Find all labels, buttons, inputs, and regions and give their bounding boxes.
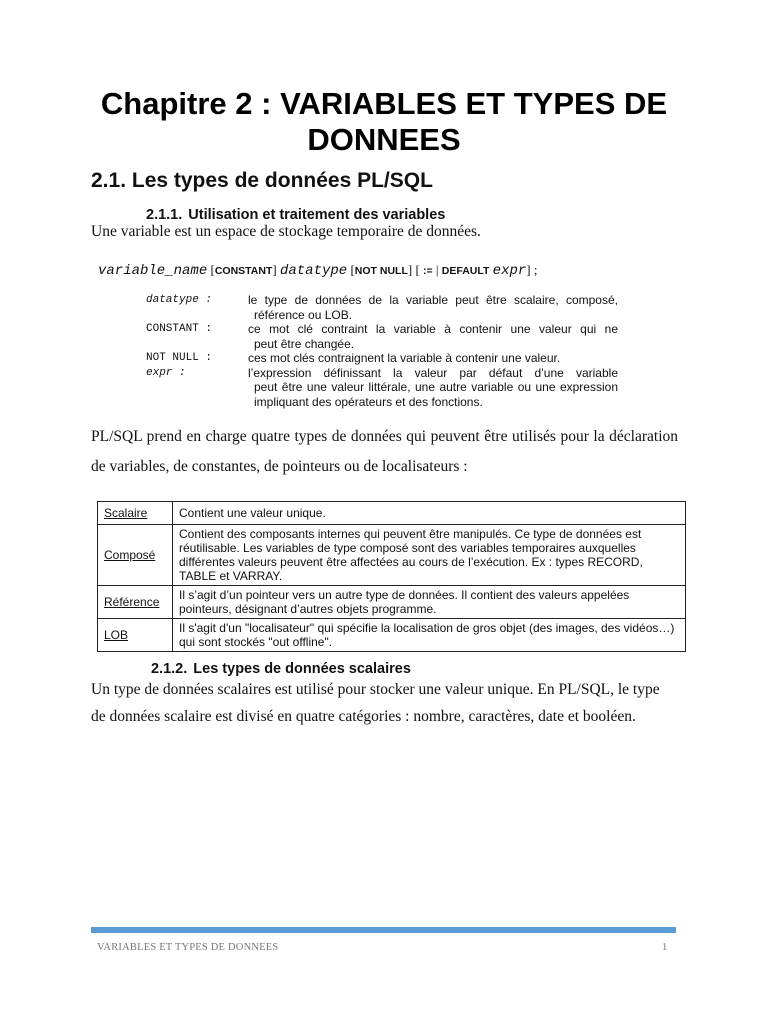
definition-continuation: référence ou LOB. [254, 307, 353, 322]
type-name: Référence [98, 586, 173, 619]
syntax-line: variable_name [CONSTANT] datatype [NOT NULL] [ := | DEFAULT expr] ; [98, 262, 538, 279]
section-title: Utilisation et traitement des variables [188, 207, 446, 223]
section-number: 2.1.2. [151, 661, 188, 677]
footer-rule [91, 927, 676, 933]
type-description: Contient des composants internes qui peuvent être manipulés. Ce type de données est réutilisable. Les variables de type composé sont des variables temporaires auxquelles différentes valeurs peuvent être affectées au cours de l’exécution. Ex : types RECORD, TABLE et VARRAY. [173, 525, 686, 586]
scalar-paragraph: Un type de données scalaires est utilisé pour stocker une valeur unique. En PL/SQL, le type de données scalaire est divisé en quatre catégories : nombre, caractères, date et booléen. [91, 681, 660, 725]
definition-line: l’expression définissant la valeur par défaut d’une variable [248, 365, 618, 380]
definition-item [146, 293, 618, 322]
data-types-table [97, 501, 686, 652]
syntax-expr: expr [492, 263, 527, 279]
title-line-1: Chapitre 2 : VARIABLES ET TYPES DE [100, 86, 668, 121]
definition-continuation: peut être changée. [254, 336, 355, 351]
type-description: Il s'agit d'un "localisateur" qui spécifie la localisation de gros objet (des images, des vidéos…) qui sont stockés "out offline". [173, 619, 686, 652]
section-heading-2-1-1 [146, 206, 445, 224]
syntax-end: ; [533, 262, 538, 277]
section-heading-2-1: 2.1. Les types de données PL/SQL [91, 169, 433, 192]
title-line-2: DONNEES [307, 122, 461, 157]
type-name: Scalaire [98, 502, 173, 525]
definition-term: datatype : [146, 294, 213, 306]
syntax-constant: CONSTANT [214, 265, 273, 277]
table-row [98, 525, 686, 586]
syntax-pipe: | [435, 262, 439, 277]
syntax-variable-name: variable_name [98, 263, 208, 279]
definition-text [248, 322, 618, 351]
definition-item [146, 366, 618, 410]
definition-continuation: peut être une valeur littérale, une autre variable ou une expression impliquant des opérateurs et des fonctions. [254, 380, 618, 409]
footer-title: VARIABLES ET TYPES DE DONNEES [97, 942, 279, 953]
definition-line: le type de données de la variable peut être scalaire, composé, [248, 293, 618, 307]
definition-term: expr : [146, 366, 186, 379]
type-description: Contient une valeur unique. [173, 502, 686, 525]
intro-paragraph: Une variable est un espace de stockage temporaire de données. [91, 223, 481, 240]
syntax-not-null: NOT NULL [354, 265, 408, 277]
definition-line: ce mot clé contraint la variable à contenir une valeur qui ne [248, 322, 618, 336]
type-name: Composé [98, 525, 173, 586]
table-row [98, 619, 686, 652]
definition-text [248, 366, 618, 410]
page-number: 1 [662, 942, 668, 953]
definition-term: CONSTANT : [146, 323, 213, 335]
table-row [98, 586, 686, 619]
page-title [60, 86, 708, 158]
definition-item [146, 351, 618, 366]
syntax-datatype: datatype [279, 263, 348, 279]
definition-item [146, 322, 618, 351]
syntax-default: DEFAULT [441, 265, 490, 277]
definition-text [248, 293, 618, 322]
definition-line: ces mot clés contraignent la variable à contenir une valeur. [248, 351, 561, 365]
type-description: Il s’agit d’un pointeur vers un autre type de données. Il contient des valeurs appelées pointeurs, désignant d’autres objets programme. [173, 586, 686, 619]
section-number: 2.1.1. [146, 207, 183, 223]
definitions-list [146, 293, 618, 409]
definition-text [248, 351, 618, 366]
syntax-assign: := [423, 265, 433, 277]
section-title: Les types de données scalaires [193, 661, 411, 677]
table-row [98, 502, 686, 525]
plsql-paragraph: PL/SQL prend en charge quatre types de données qui peuvent être utilisés pour la déclaration de variables, de constantes, de pointeurs ou de localisateurs : [91, 428, 678, 475]
type-name: LOB [98, 619, 173, 652]
definition-term: NOT NULL : [146, 352, 213, 364]
